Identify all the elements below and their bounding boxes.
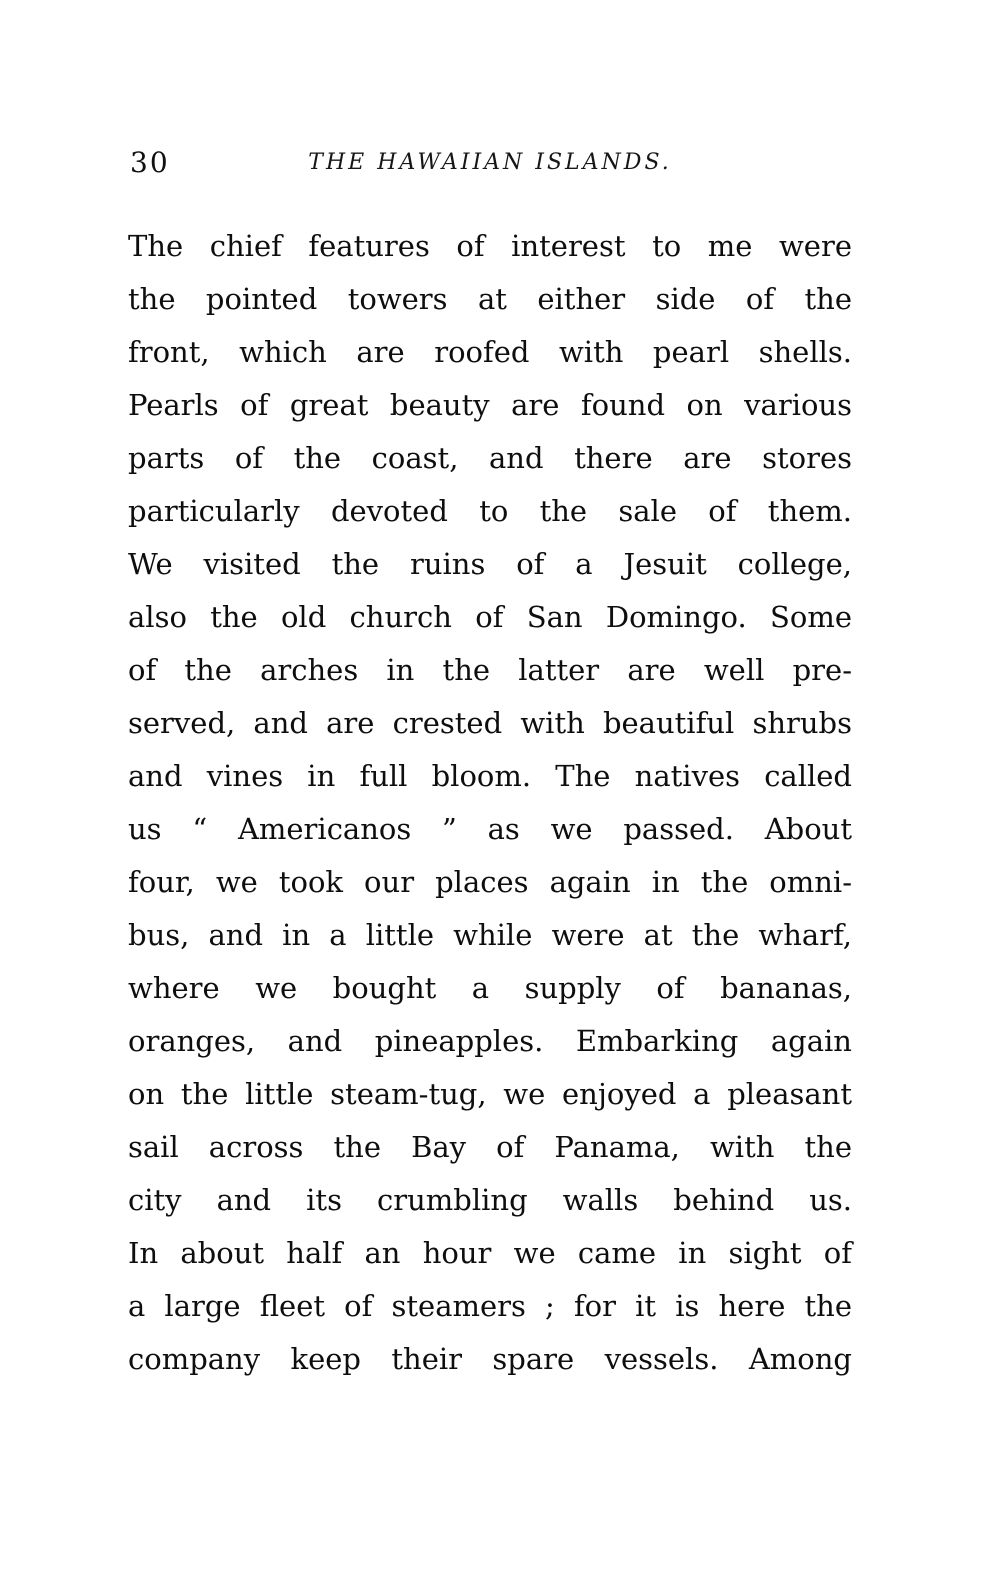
text-line: also the old church of San Domingo. Some bbox=[128, 600, 852, 634]
text-line: four, we took our places again in the omni- bbox=[128, 865, 852, 899]
text-line: oranges, and pineapples. Embarking again bbox=[128, 1024, 852, 1058]
text-line: city and its crumbling walls behind us. bbox=[128, 1183, 852, 1217]
page-header-row bbox=[128, 146, 852, 186]
page-number: 30 bbox=[130, 146, 170, 179]
text-line: on the little steam-tug, we enjoyed a pleasant bbox=[128, 1077, 852, 1111]
text-line: where we bought a supply of bananas, bbox=[128, 971, 852, 1005]
text-line: sail across the Bay of Panama, with the bbox=[128, 1130, 852, 1164]
text-line: particularly devoted to the sale of them. bbox=[128, 494, 852, 528]
text-line: a large fleet of steamers ; for it is here the bbox=[128, 1289, 852, 1323]
text-line: The chief features of interest to me were bbox=[128, 229, 852, 263]
text-line: Pearls of great beauty are found on various bbox=[128, 388, 852, 422]
text-line: We visited the ruins of a Jesuit college, bbox=[128, 547, 852, 581]
text-line: parts of the coast, and there are stores bbox=[128, 441, 852, 475]
text-line: served, and are crested with beautiful shrubs bbox=[128, 706, 852, 740]
text-line: front, which are roofed with pearl shells. bbox=[128, 335, 852, 369]
text-line: the pointed towers at either side of the bbox=[128, 282, 852, 316]
text-line: us “ Americanos ” as we passed. About bbox=[128, 812, 852, 846]
text-column bbox=[128, 146, 852, 1386]
running-header: THE HAWAIIAN ISLANDS. bbox=[308, 150, 672, 175]
body-text bbox=[128, 220, 852, 1386]
text-line: of the arches in the latter are well pre- bbox=[128, 653, 852, 687]
text-line: company keep their spare vessels. Among bbox=[128, 1342, 852, 1376]
text-line: bus, and in a little while were at the wharf, bbox=[128, 918, 852, 952]
text-line: In about half an hour we came in sight of bbox=[128, 1236, 852, 1270]
text-line: and vines in full bloom. The natives called bbox=[128, 759, 852, 793]
